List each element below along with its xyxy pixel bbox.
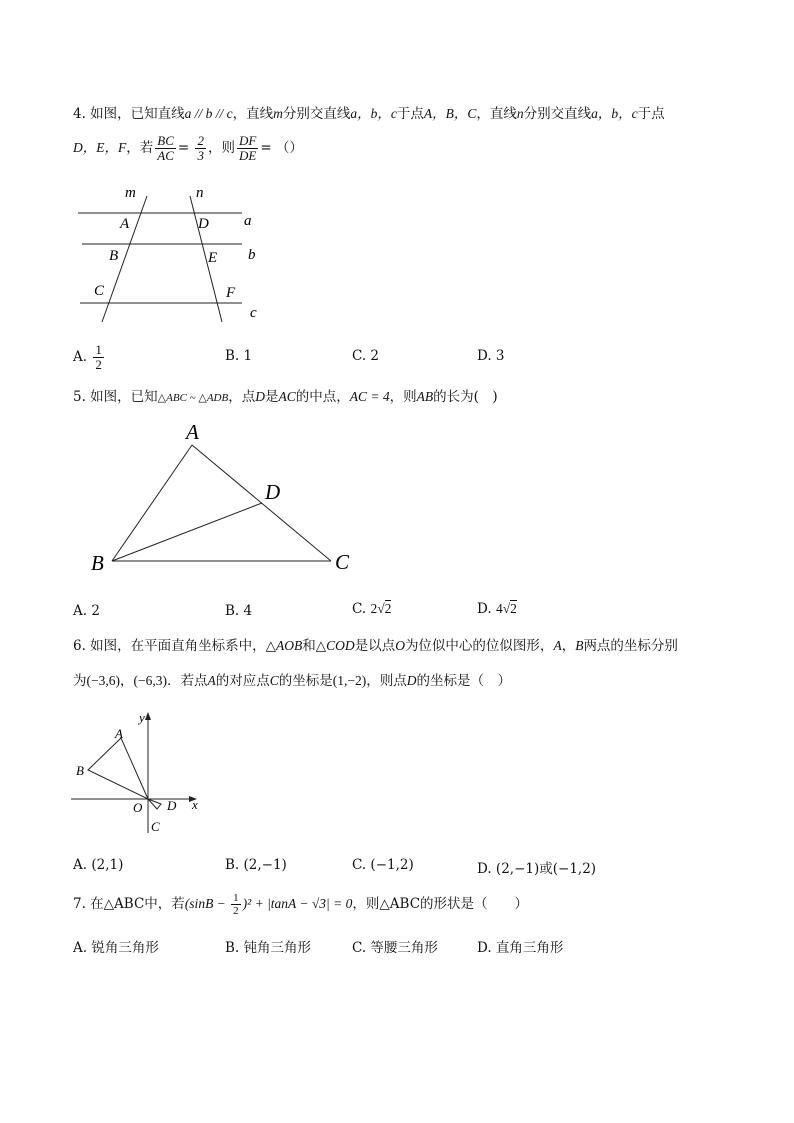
q5-option-a[interactable]: A. 2 [73,603,100,619]
frac-den: 2 [95,357,102,372]
q4-text: 分别交直线 [282,106,351,122]
q5-label-D: D [265,480,281,504]
q6-text: 和 [302,638,316,654]
q5-text: 5. 如图，已知 [73,389,158,405]
q4-text: ，直线 [476,106,517,122]
q6-label-D: D [167,798,177,813]
frac-den: AC [157,148,174,163]
q4-figure [70,180,280,330]
frac-num: 1 [95,342,102,357]
radicand: 2 [384,601,392,616]
q4-label-a: a [244,213,252,229]
q5-label-A: A [186,420,199,444]
q5-text: 的中点， [295,389,350,405]
q6-coord-b: (−6,3) [133,673,167,688]
q6-stem-line2 [73,669,511,689]
q7-option-d[interactable]: D. 直角三角形 [477,940,564,956]
q6-point-c: C [269,673,279,688]
q7-expr-part1: (sinB − [184,896,230,911]
q5-point-d: D [255,389,265,404]
radical-icon: √ [502,601,511,616]
frac-num: BC [157,133,174,148]
q4-label-A: A [120,216,130,232]
frac-den: DE [238,148,257,163]
q4-stem-line1 [73,102,665,122]
q6-label-x: x [192,797,198,812]
option-label: A. [73,349,88,365]
q6-text: 的坐标是（ ） [416,673,511,689]
q6-text: 为 [73,673,87,689]
q5-label-B: B [91,551,104,575]
q5-seg-ab: AB [416,389,434,404]
q5-option-d[interactable] [477,601,517,617]
q4-eq: = [177,140,194,156]
q6-text: 6. 如图，在平面直角坐标系中， [73,638,266,654]
frac-den: 2 [233,905,239,917]
q6-text: 是以点 [354,638,396,654]
q7-text: 7. 在△ABC中，若 [73,896,185,912]
q4-parallel-expr: a // b // c [184,106,233,121]
q4-text: ，若 [126,140,154,156]
q5-text: ，点 [228,389,256,405]
radicand: 2 [510,601,517,616]
q6-figure [65,708,215,838]
q5-text: 是 [264,389,279,405]
q6-text: ， [561,638,576,654]
q6-point-d: D [406,673,417,688]
q6-text: 为位似中心的位似图形， [404,638,554,654]
option-label: C. [352,601,367,617]
q6-text: 两点的坐标分别 [583,638,678,654]
q6-tri-aob: △AOB [265,638,303,653]
q6-point-o: O [395,638,405,653]
q4-option-c[interactable]: C. 2 [352,348,380,364]
q6-option-b[interactable]: B. (2,−1) [225,857,287,873]
q6-text: ，则点 [366,673,407,689]
q6-coord-c: (1,−2) [332,673,367,688]
q7-option-b[interactable]: B. 钝角三角形 [225,940,312,956]
q4-var-m: m [273,106,283,121]
q7-option-a[interactable]: A. 锐角三角形 [73,940,159,956]
q4-points-abc: A，B，C [423,106,477,121]
q6-label-C: C [151,819,160,834]
q4-fraction-2-3 [195,134,206,163]
q4-fraction-df-de [237,134,258,163]
q5-option-b[interactable]: B. 4 [225,603,253,619]
q4-label-c: c [250,305,257,321]
q6-text: ， [119,673,134,689]
q6-label-O: O [133,800,143,815]
q4-text: 4. 如图，已知直线 [73,106,185,122]
frac-num: DF [238,133,257,148]
coef: 4 [495,601,503,616]
frac-num: 1 [233,892,239,904]
q4-label-B: B [109,248,119,264]
q5-text: ，则 [389,389,417,405]
q7-stem [73,892,528,917]
q4-option-d[interactable]: D. 3 [477,348,505,364]
q6-option-d[interactable]: D. (2,−1)或(−1,2) [477,861,597,877]
q6-label-A: A [115,726,123,741]
q5-text: 的长为( ) [433,389,498,405]
q6-option-a[interactable]: A. (2,1) [73,857,124,873]
q4-points-def: D，E，F [73,140,127,155]
q6-tri-cod: △COD [315,638,355,653]
q6-text: ．若点 [166,673,208,689]
q5-option-c[interactable] [352,601,391,617]
q5-figure [85,415,365,580]
q4-label-F: F [226,285,236,301]
q4-label-E: E [208,250,218,266]
q4-text: = （） [260,140,303,156]
q4-text: ，直线 [232,106,274,122]
q7-option-c[interactable]: C. 等腰三角形 [352,940,438,956]
q6-text: 的坐标是 [278,673,333,689]
q5-ac-eq: AC = 4 [349,389,390,404]
q6-point-a: A [553,638,562,653]
option-label: D. [477,601,492,617]
q4-var-abc-2: a，b，c [591,106,638,121]
q4-var-abc: a，b，c [350,106,397,121]
q7-fraction-half [231,892,241,917]
q7-text: ，则△ABC的形状是（ ） [352,896,529,912]
q6-label-B: B [76,763,84,778]
q7-expr-part2: )² + |tanA − √3| = 0 [242,896,353,911]
q4-stem-line2 [73,134,303,163]
q4-label-b: b [248,247,256,263]
q4-label-m: m [125,185,136,201]
q4-option-a-fraction [93,343,104,372]
q6-coord-a: (−3,6) [86,673,120,688]
radical-icon: √ [377,601,385,616]
q4-var-n: n [516,106,524,121]
q4-text: ，则 [207,140,235,156]
q5-similar-expr: △ABC ~ △ADB [157,392,229,404]
frac-den: 3 [197,148,204,163]
q4-text: 于点 [637,106,665,122]
q4-option-a[interactable] [73,343,106,372]
frac-num: 2 [197,133,204,148]
coef: 2 [370,601,378,616]
q5-option-c-value [370,600,391,616]
q5-stem [73,385,498,405]
q4-option-b[interactable]: B. 1 [225,348,253,364]
q5-option-d-value [496,600,517,616]
q4-label-n: n [196,185,204,201]
q6-point-a: A [207,673,216,688]
q6-option-c[interactable]: C. (−1,2) [352,857,414,873]
q4-text: 分别交直线 [523,106,592,122]
q6-text: 的对应点 [215,673,270,689]
q4-label-C: C [94,283,105,299]
q4-fraction-bc-ac [155,134,176,163]
q4-label-D: D [198,216,209,232]
q6-stem-line1 [73,634,678,654]
q4-text: 于点 [396,106,424,122]
q5-seg-ac: AC [278,389,296,404]
q6-label-y: y [139,710,145,725]
q5-label-C: C [335,550,350,574]
q6-point-b: B [575,638,584,653]
